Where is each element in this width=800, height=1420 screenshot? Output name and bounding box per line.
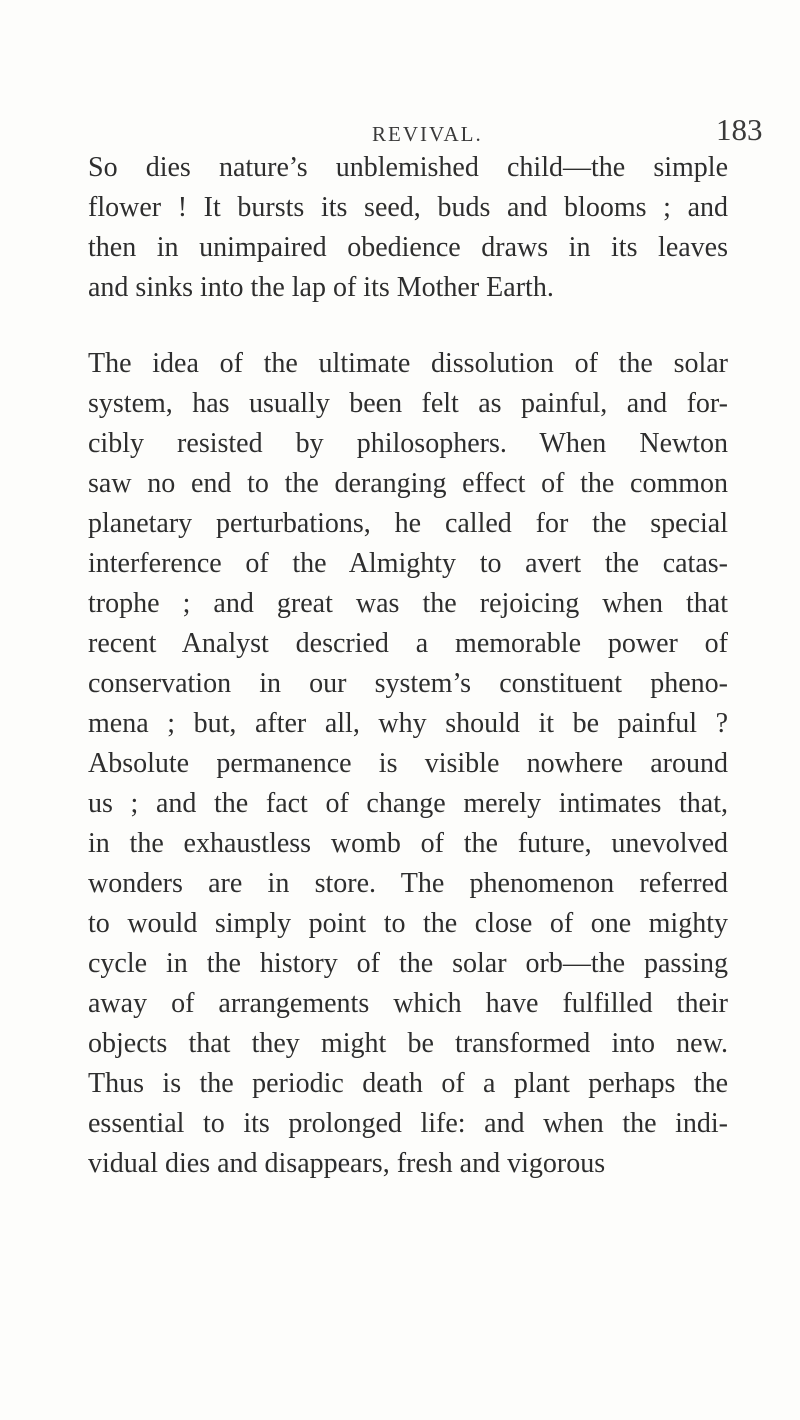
paragraph-1	[88, 150, 728, 306]
paragraph-2	[88, 346, 728, 1182]
text-line: Absolute permanence is visible nowhere around	[88, 748, 728, 779]
text-line: The idea of the ultimate dissolution of the solar	[88, 348, 728, 379]
text-line: cibly resisted by philosophers. When Newton	[88, 428, 728, 459]
text-line: cycle in the history of the solar orb—the passing	[88, 948, 728, 979]
text-line: planetary perturbations, he called for the special	[88, 508, 728, 539]
text-line: conservation in our system’s constituent pheno-	[88, 668, 728, 699]
running-title: REVIVAL.	[372, 122, 483, 146]
page-number: 183	[716, 112, 763, 147]
text-line: So dies nature’s unblemished child—the simple	[88, 152, 728, 183]
text-line: mena ; but, after all, why should it be painful ?	[88, 708, 728, 739]
text-line: essential to its prolonged life: and when the indi-	[88, 1108, 728, 1139]
text-line: in the exhaustless womb of the future, unevolved	[88, 828, 728, 859]
text-line: saw no end to the deranging effect of the common	[88, 468, 728, 499]
text-line: objects that they might be transformed into new.	[88, 1028, 728, 1059]
text-line: system, has usually been felt as painful, and for-	[88, 388, 728, 419]
text-line: trophe ; and great was the rejoicing when that	[88, 588, 728, 619]
text-line: Thus is the periodic death of a plant perhaps the	[88, 1068, 728, 1099]
text-line: away of arrangements which have fulfilled their	[88, 988, 728, 1019]
text-line: to would simply point to the close of one mighty	[88, 908, 728, 939]
running-head	[0, 112, 800, 152]
text-line: flower ! It bursts its seed, buds and blooms ; and	[88, 192, 728, 223]
text-line: recent Analyst descried a memorable power of	[88, 628, 728, 659]
text-line: interference of the Almighty to avert the catas-	[88, 548, 728, 579]
body-text	[88, 150, 728, 1186]
text-line: then in unimpaired obedience draws in its leaves	[88, 232, 728, 263]
text-line: us ; and the fact of change merely intimates that,	[88, 788, 728, 819]
text-line: vidual dies and disappears, fresh and vigorous	[88, 1148, 606, 1179]
text-line: and sinks into the lap of its Mother Earth.	[88, 272, 554, 303]
text-line: wonders are in store. The phenomenon referred	[88, 868, 728, 899]
